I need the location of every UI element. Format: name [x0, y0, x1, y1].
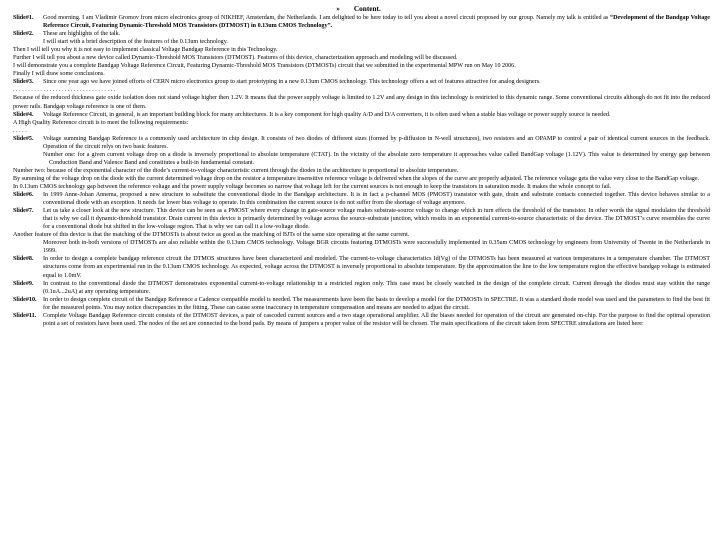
paragraph-text: Voltage Reference Circuit, in general, is an important building block for many architectures. It is a key component for high quality A/D and D/A converters, it is often used when a stable bias voltage or power supply source is needed.: [43, 111, 611, 118]
text-paragraph: [13, 167, 710, 175]
text-paragraph: [13, 231, 710, 239]
slide-label: Slide#7.: [13, 208, 34, 215]
text-paragraph: [13, 62, 710, 70]
paragraph-text: . . . . .: [13, 127, 27, 134]
paragraph-text: Number one: for a given current voltage drop on a diode is inversely proportional to absolute temperature (CTAT). In the vicinity of the absolute zero temperature it approaches value called BandGap voltage (1.12V). This value is determined by energy gap between Conduction Band and Valence Band and constitutes a built-in fundamental constant.: [43, 151, 710, 166]
paragraph-text: Complete Voltage Bandgap Reference circuit consists of the DTMOST devices, a pair of cascoded current sources and a two stage operational amplifier. All the biases needed for operation of the circuit are generated on-chip. For the purpose to find the optimal operation point a set of resistors have been used. The nodes of the set are connected to the bond pads. By means of jumpers a proper value of the resistor will be chosen. The main specifications of the circuit taken from SPECTRE simulations are listed here:: [43, 312, 710, 327]
slide-paragraph: [13, 111, 710, 119]
paragraph-text: Voltage summing Bandgap Reference is a commonly used architecture in chip design. It consists of two diodes of different sizes (formed by p-diffusion in N-well structures), two resistors and an OPAMP to control a pair of identical current sources in the feedback. Operation of the circuit relys on two basic features.: [43, 135, 710, 150]
text-paragraph: [13, 151, 710, 167]
paragraph-text: I will demonstrate you a complete Bandgap Voltage Reference Circuit, Featuring Dynamic-Threshold MOS Transistors (DTMOSTs) circuit that we submitted in the experimental MPW run on May 10 2006.: [13, 63, 516, 70]
slide-paragraph: [13, 207, 710, 231]
text-paragraph: [13, 94, 710, 110]
paragraph-text: Another feature of this device is that the matching of the DTMOSTs is about twice as good as the matching of BJTs of the same size operating at the same current.: [13, 232, 410, 239]
paragraph-text: In order to design a complete bandgap reference circuit the DTMOS structures have been characterized and modeled. The current-to-voltage characteristics Id(Vg) of the DTMOSTs has been measured at various temperatures in a temperature chamber. The DTMOST structures come from an experimental run in the 0.13um CMOS technology. As expected, voltage across the DTMOST is inversely proportional to absolute temperature. By the approximation the line to the low temperature region the effective bandgap voltage is estimated equal to 1.0mV.: [43, 256, 710, 279]
slide-paragraph: [13, 14, 710, 30]
slide-paragraph: [13, 191, 710, 207]
paragraph-text: In 1999 Anne-Johan Annema, proposed a new structure to substitute the conventional diode in the Bandgap architecture. It is in fact a p-channel MOS (PMOST) transistor with gate, drain and substrate contacts connected together. This device behaves similar to a conventional diode with an exception. It needs far lower bias voltage to operate. In this combination the current source is do not suffer from the shortage of voltage anymore.: [43, 192, 710, 207]
paragraph-text: In order to design complete circuit of the Bandgap Reference a Cadence compatible model is needed. The measurements have been the basis to develop a model for the DTMOSTs in SPECTRE. It was a standard diode model was used and the parameters to find the best fit for the measured points. You may notice discrepancies in the fitting. These can cause some inaccuracy in temperature compensation and means are needed to adjust the circuit.: [43, 296, 710, 311]
slide-label: Slide#10.: [13, 296, 37, 303]
text-paragraph: [13, 127, 710, 135]
paragraph-text: Finally I will draw some conclusions.: [13, 71, 105, 78]
paragraph-text: In 0.13um CMOS technology gap between the reference voltage and the power supply voltage becomes so narrow that voltage left for the current sources is not enough to keep the transistors in saturation mode. It makes the whole concept to fail.: [13, 183, 612, 190]
paragraph-text: Since one year ago we have joined efforts of CERN micro electronics group to start prototyping in a new 0.13um CMOS technology. This technology offers a set of features attractive for analog designers.: [43, 79, 541, 86]
paragraph-text: . . . . . . . . . . . . . . . . . . . . . . . . . . . . . . . . . .: [13, 87, 116, 94]
slide-paragraph: [13, 312, 710, 328]
paragraph-text: I will start with a brief description of the features of the 0.13um technology.: [43, 39, 228, 46]
paragraph-text: These are highlights of the talk.: [43, 31, 121, 38]
paragraph-text: Because of the reduced thickness gate oxide isolation does not stand voltage higher then 1.2V. It means that the power supply voltage is limited to 1.2V and any design in this technology is restricted to this dynamic range. Some conventional circuits although do not fit into the reduced power rails. Bandgap voltage reference is one of them.: [13, 95, 710, 110]
paragraph-text: Moreover both in-both versions of DTMOSTs are also reliable within the 0.13um CMOS technology. Voltage BGR circuits featuring DTMOSTs were successfully implemented in 0.35um CMOS technology by engineers from University of Twente in the Netherlands in 1999.: [43, 240, 710, 255]
text-paragraph: [13, 86, 710, 94]
paragraph-text: Then I will tell you why it is not easy to implement classical Voltage Bandgap Reference in this Technology.: [13, 47, 278, 54]
text-paragraph: [13, 70, 710, 78]
paragraph-text: Number two: because of the exponential character of the diode’s current-to-voltage characteristic current through the diodes in the architecture is proportional to absolute temperature.: [13, 167, 459, 174]
text-paragraph: [13, 239, 710, 255]
document-title: Content.: [353, 4, 381, 13]
talk-title: “Development of the Bandgap Voltage Reference Circuit, Featuring Dynamic-Threshold MOS Transistors (DTMOST) in 0.13um CMOS Technology”.: [43, 15, 710, 30]
slide-paragraph: [13, 30, 710, 38]
document-body: [13, 14, 710, 328]
text-paragraph: [13, 175, 710, 183]
slide-label: Slide#2.: [13, 31, 34, 38]
text-paragraph: [13, 119, 710, 127]
slide-label: Slide#11.: [13, 312, 37, 319]
document-header: [0, 4, 717, 13]
text-paragraph: [13, 54, 710, 62]
text-paragraph: [13, 183, 710, 191]
slide-label: Slide#4.: [13, 111, 34, 118]
text-paragraph: [13, 38, 710, 46]
paragraph-text: Good morning. I am Vladimir Gromov from micro electronics group of NIKHEF, Amsterdam, the Netherlands. I am delighted to be here today to tell you about a novel circuit proposed by our group. Namely my talk is entitled as: [43, 15, 611, 21]
text-paragraph: [13, 46, 710, 54]
paragraph-text: By summing of the voltage drop on the diode with the current determined voltage drop on the resistor a temperature insensitive reference voltage is delivered when the slopes of the curve are properly adjusted. The reference voltage gets the value very close to the BandGap voltage.: [13, 175, 700, 182]
slide-paragraph: [13, 135, 710, 151]
slide-paragraph: [13, 78, 710, 86]
paragraph-text: Further I will tell you about a new device called Dynamic-Threshold MOS Transistors (DTMOST). Features of this device, characterization approach and modeling will be discussed.: [13, 55, 458, 62]
slide-label: Slide#3.: [13, 79, 34, 86]
slide-label: Slide#6.: [13, 192, 34, 199]
slide-label: Slide#8.: [13, 256, 34, 263]
bullet-mark: »: [336, 4, 340, 13]
slide-label: Slide#1.: [13, 15, 34, 21]
paragraph-text: Let us take a closer look at the new structure. This device can be seen as a PMOST where every change in gate-source voltage makes substrate-source voltage to change which in turn effects the threshold of the transistor. In other words the signal modulates the threshold that is why we call it dynamic-threshold transistor. Drain current in this device is primarily determined by voltage across the source-substrate junction, which results in an exponential current-to-source characteristic of the device. The DTMOST’s curve resembles the curve for a conventional diode but shifted in the low-voltage region. That is why we can call it a low-voltage diode.: [43, 208, 710, 231]
slide-paragraph: [13, 255, 710, 279]
slide-label: Slide#5.: [13, 135, 34, 142]
slide-paragraph: [13, 280, 710, 296]
paragraph-text: In contrast to the conventional diode the DTMOST demonstrates exponential current-to-voltage relationship in a restricted region only. This case must be closely watched in the design of the complete circuit. Current through the diodes must stay within the range (0.1uA...2uA) at any operating temperature.: [43, 280, 710, 295]
slide-label: Slide#9.: [13, 280, 34, 287]
paragraph-text: A High Quality Reference circuit is to meet the following requirements:: [13, 119, 189, 126]
slide-paragraph: [13, 296, 710, 312]
